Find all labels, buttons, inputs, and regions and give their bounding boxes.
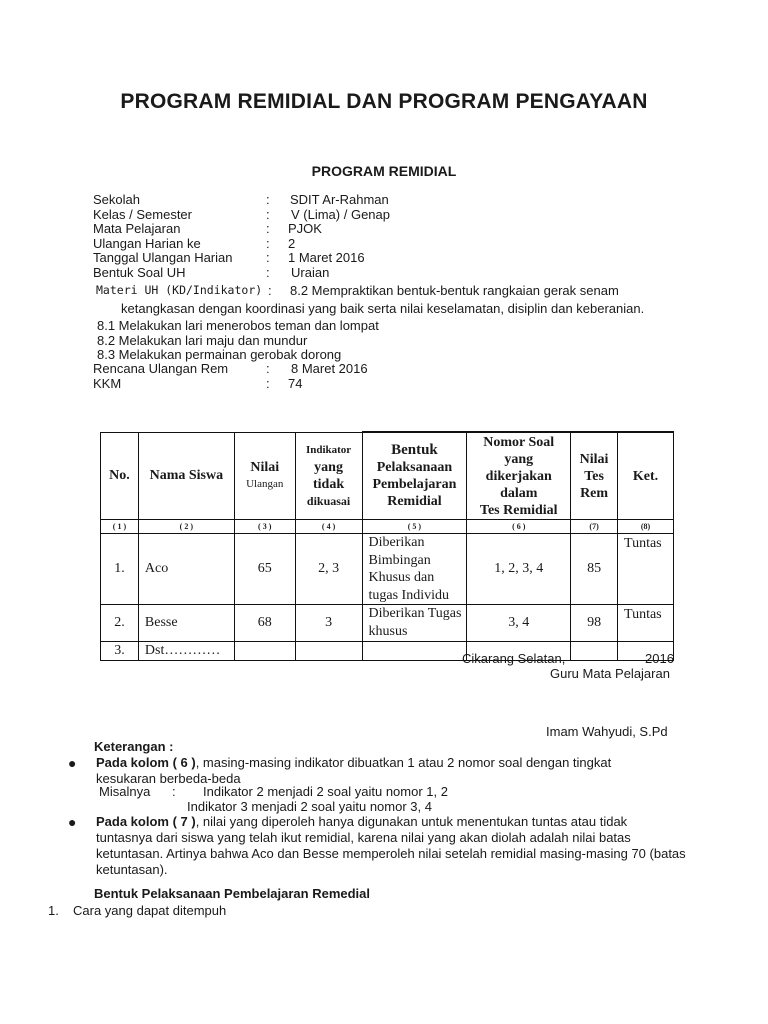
- column-number: (7): [571, 520, 618, 534]
- header-bentuk: [362, 432, 467, 520]
- indicator-item: 8.3 Melakukan permainan gerobak dorong: [97, 347, 342, 362]
- table-header-row: [101, 432, 674, 520]
- header-nama: [138, 432, 234, 520]
- info-row-sekolah: [93, 193, 390, 208]
- cell-indikator: 2, 3: [295, 534, 362, 605]
- column-number: ( 1 ): [101, 520, 139, 534]
- info-label: Sekolah: [93, 192, 140, 207]
- misal-line-1: Indikator 2 menjadi 2 soal yaitu nomor 1, 2: [203, 784, 448, 799]
- header-text: Tes Remidial: [479, 502, 558, 518]
- info-row-tanggal: [93, 251, 390, 266]
- bentuk-item-text: Cara yang dapat ditempuh: [73, 903, 227, 918]
- misal-colon: :: [172, 784, 176, 799]
- page-title: PROGRAM REMIDIAL DAN PROGRAM PENGAYAAN: [120, 90, 648, 113]
- info-label: KKM: [93, 375, 122, 391]
- info-colon: :: [266, 206, 270, 222]
- header-text: Nama Siswa: [149, 468, 224, 484]
- header-text: dalam: [500, 485, 538, 501]
- info-row-bentuk-soal: [93, 266, 390, 281]
- cell-no: 3.: [101, 642, 139, 661]
- info-value: PJOK: [288, 221, 322, 237]
- header-no: [101, 432, 139, 520]
- signature-place: Cikarang Selatan,: [462, 651, 566, 666]
- indicator-item: 8.2 Melakukan lari maju dan mundur: [97, 332, 308, 348]
- info-label: Bentuk Soal UH: [93, 264, 186, 280]
- header-text: Ket.: [632, 468, 659, 484]
- cell-no: 2.: [101, 605, 139, 642]
- bullet-icon: ●: [68, 755, 77, 771]
- column-number: ( 5 ): [362, 520, 467, 534]
- column-number: (8): [618, 520, 674, 534]
- cell-nama: Dst…………: [138, 642, 234, 661]
- header-text: Indikator: [305, 443, 352, 456]
- info-colon: :: [266, 221, 270, 237]
- header-text: dikerjakan: [485, 468, 552, 484]
- cell-indikator: 3: [295, 605, 362, 642]
- keterangan-item-1: [68, 755, 656, 787]
- cell-ket: Tuntas: [618, 605, 674, 642]
- header-nilai-tes: [571, 432, 618, 520]
- info-label: Tanggal Ulangan Harian: [93, 250, 233, 266]
- cell-nama: Aco: [138, 534, 234, 605]
- info-block: [93, 193, 390, 281]
- header-text: No.: [109, 468, 130, 484]
- info-colon: :: [268, 283, 272, 298]
- cell-indikator: [295, 642, 362, 661]
- header-text: Nilai: [579, 451, 609, 467]
- indicator-item: 8.1 Melakukan lari menerobos teman dan lompat: [97, 318, 379, 333]
- header-text: Remidial: [387, 494, 442, 509]
- info-row-kelas: [93, 208, 390, 223]
- cell-nilai: [234, 642, 295, 661]
- info-row-mapel: [93, 222, 390, 237]
- keterangan-label: Pada kolom ( 7 ): [96, 814, 196, 829]
- info-label: Mata Pelajaran: [93, 221, 181, 237]
- info-colon: :: [266, 192, 270, 207]
- signature-year: 2016: [645, 651, 674, 666]
- info-row-kkm: [93, 377, 368, 392]
- cell-bentuk: Diberikan Bimbingan Khusus dan tugas Individu: [362, 534, 467, 605]
- misal-line-2: Indikator 3 menjadi 2 soal yaitu nomor 3, 4: [187, 799, 432, 814]
- keterangan-item-2: [68, 814, 686, 878]
- keterangan-text: , masing-masing indikator dibuatkan 1 atau 2 nomor soal dengan tingkat kesukaran berbeda-beda: [96, 755, 612, 786]
- materi-value: 8.2 Mempraktikan bentuk-bentuk rangkaian gerak senam: [290, 283, 619, 298]
- cell-nilai-tes: [571, 642, 618, 661]
- keterangan-title: Keterangan :: [94, 739, 174, 754]
- info-colon: :: [266, 250, 270, 266]
- info-colon: :: [266, 361, 270, 376]
- header-text: Tes: [584, 468, 604, 484]
- keterangan-label: Pada kolom ( 6 ): [96, 755, 196, 770]
- table-row: [101, 605, 674, 642]
- info-value: 8 Maret 2016: [291, 361, 368, 376]
- cell-nomor-soal: 1, 2, 3, 4: [467, 534, 571, 605]
- header-text: Ulangan: [246, 477, 284, 490]
- header-text: Pembelajaran: [372, 477, 457, 492]
- materi-continuation: ketangkasan dengan koordinasi yang baik serta nilai keselamatan, disiplin dan keberanian.: [121, 301, 645, 316]
- cell-bentuk: [362, 642, 467, 661]
- misal-label: Misalnya: [99, 784, 151, 799]
- info-label: Ulangan Harian ke: [93, 235, 201, 251]
- info-value: Uraian: [291, 264, 330, 280]
- header-indikator: [295, 432, 362, 520]
- info-value: 2: [288, 235, 296, 251]
- keterangan-text: , nilai yang diperoleh hanya digunakan untuk menentukan tuntas atau tidak tuntasnya dari siswa yang telah ikut remidial, karena nilai yang akan diolah adalah nilai batas ketuntasan. Artinya bahwa Aco dan Besse memperoleh nilai setelah remidial masing-masing 70 (batas ketuntasan).: [96, 814, 686, 877]
- info-colon: :: [266, 264, 270, 280]
- materi-row: [96, 283, 619, 298]
- column-number-row: [101, 520, 674, 534]
- bentuk-item-number: 1.: [48, 903, 59, 918]
- indicator-list: [97, 319, 379, 363]
- column-number: ( 3 ): [234, 520, 295, 534]
- info-row-ulangan: [93, 237, 390, 252]
- table-row: [101, 534, 674, 605]
- header-nilai: [234, 432, 295, 520]
- header-text: Nilai: [250, 459, 280, 475]
- bullet-icon: ●: [68, 814, 77, 830]
- materi-label: Materi UH (KD/Indikator): [96, 283, 263, 297]
- signature-role: Guru Mata Pelajaran: [550, 666, 670, 681]
- remidial-table: [100, 431, 674, 661]
- cell-nomor-soal: 3, 4: [467, 605, 571, 642]
- header-text: yang: [314, 459, 343, 475]
- table-row: [101, 642, 674, 661]
- column-number: ( 4 ): [295, 520, 362, 534]
- section-title-remidial: PROGRAM REMIDIAL: [311, 163, 457, 179]
- header-text: yang: [504, 451, 534, 467]
- info-value: V (Lima) / Genap: [291, 206, 390, 222]
- info-colon: :: [266, 375, 270, 391]
- column-number: ( 6 ): [467, 520, 571, 534]
- cell-bentuk: Diberikan Tugas khusus: [362, 605, 467, 642]
- header-nomor-soal: [467, 432, 571, 520]
- info-label: Kelas / Semester: [93, 206, 192, 222]
- bentuk-section-title: Bentuk Pelaksanaan Pembelajaran Remedial: [94, 886, 371, 901]
- info-value: SDIT Ar-Rahman: [290, 192, 389, 207]
- info-row-rencana: [93, 362, 368, 377]
- cell-nama: Besse: [138, 605, 234, 642]
- cell-nilai-tes: 98: [571, 605, 618, 642]
- info-value: 1 Maret 2016: [288, 250, 365, 266]
- header-text: Bentuk: [391, 442, 438, 458]
- cell-nilai: 68: [234, 605, 295, 642]
- header-text: Rem: [580, 485, 609, 501]
- info-value: 74: [288, 375, 303, 391]
- header-ket: [618, 432, 674, 520]
- cell-nilai: 65: [234, 534, 295, 605]
- info-block-2: [93, 362, 368, 391]
- signature-name: Imam Wahyudi, S.Pd: [546, 724, 668, 739]
- header-text: dikuasai: [306, 493, 351, 508]
- header-text: Pelaksanaan: [376, 460, 453, 475]
- column-number: ( 2 ): [138, 520, 234, 534]
- info-label: Rencana Ulangan Rem: [93, 361, 229, 376]
- cell-nilai-tes: 85: [571, 534, 618, 605]
- cell-ket: Tuntas: [618, 534, 674, 605]
- cell-no: 1.: [101, 534, 139, 605]
- header-text: tidak: [313, 476, 345, 492]
- header-text: Nomor Soal: [483, 434, 555, 450]
- info-colon: :: [266, 235, 270, 251]
